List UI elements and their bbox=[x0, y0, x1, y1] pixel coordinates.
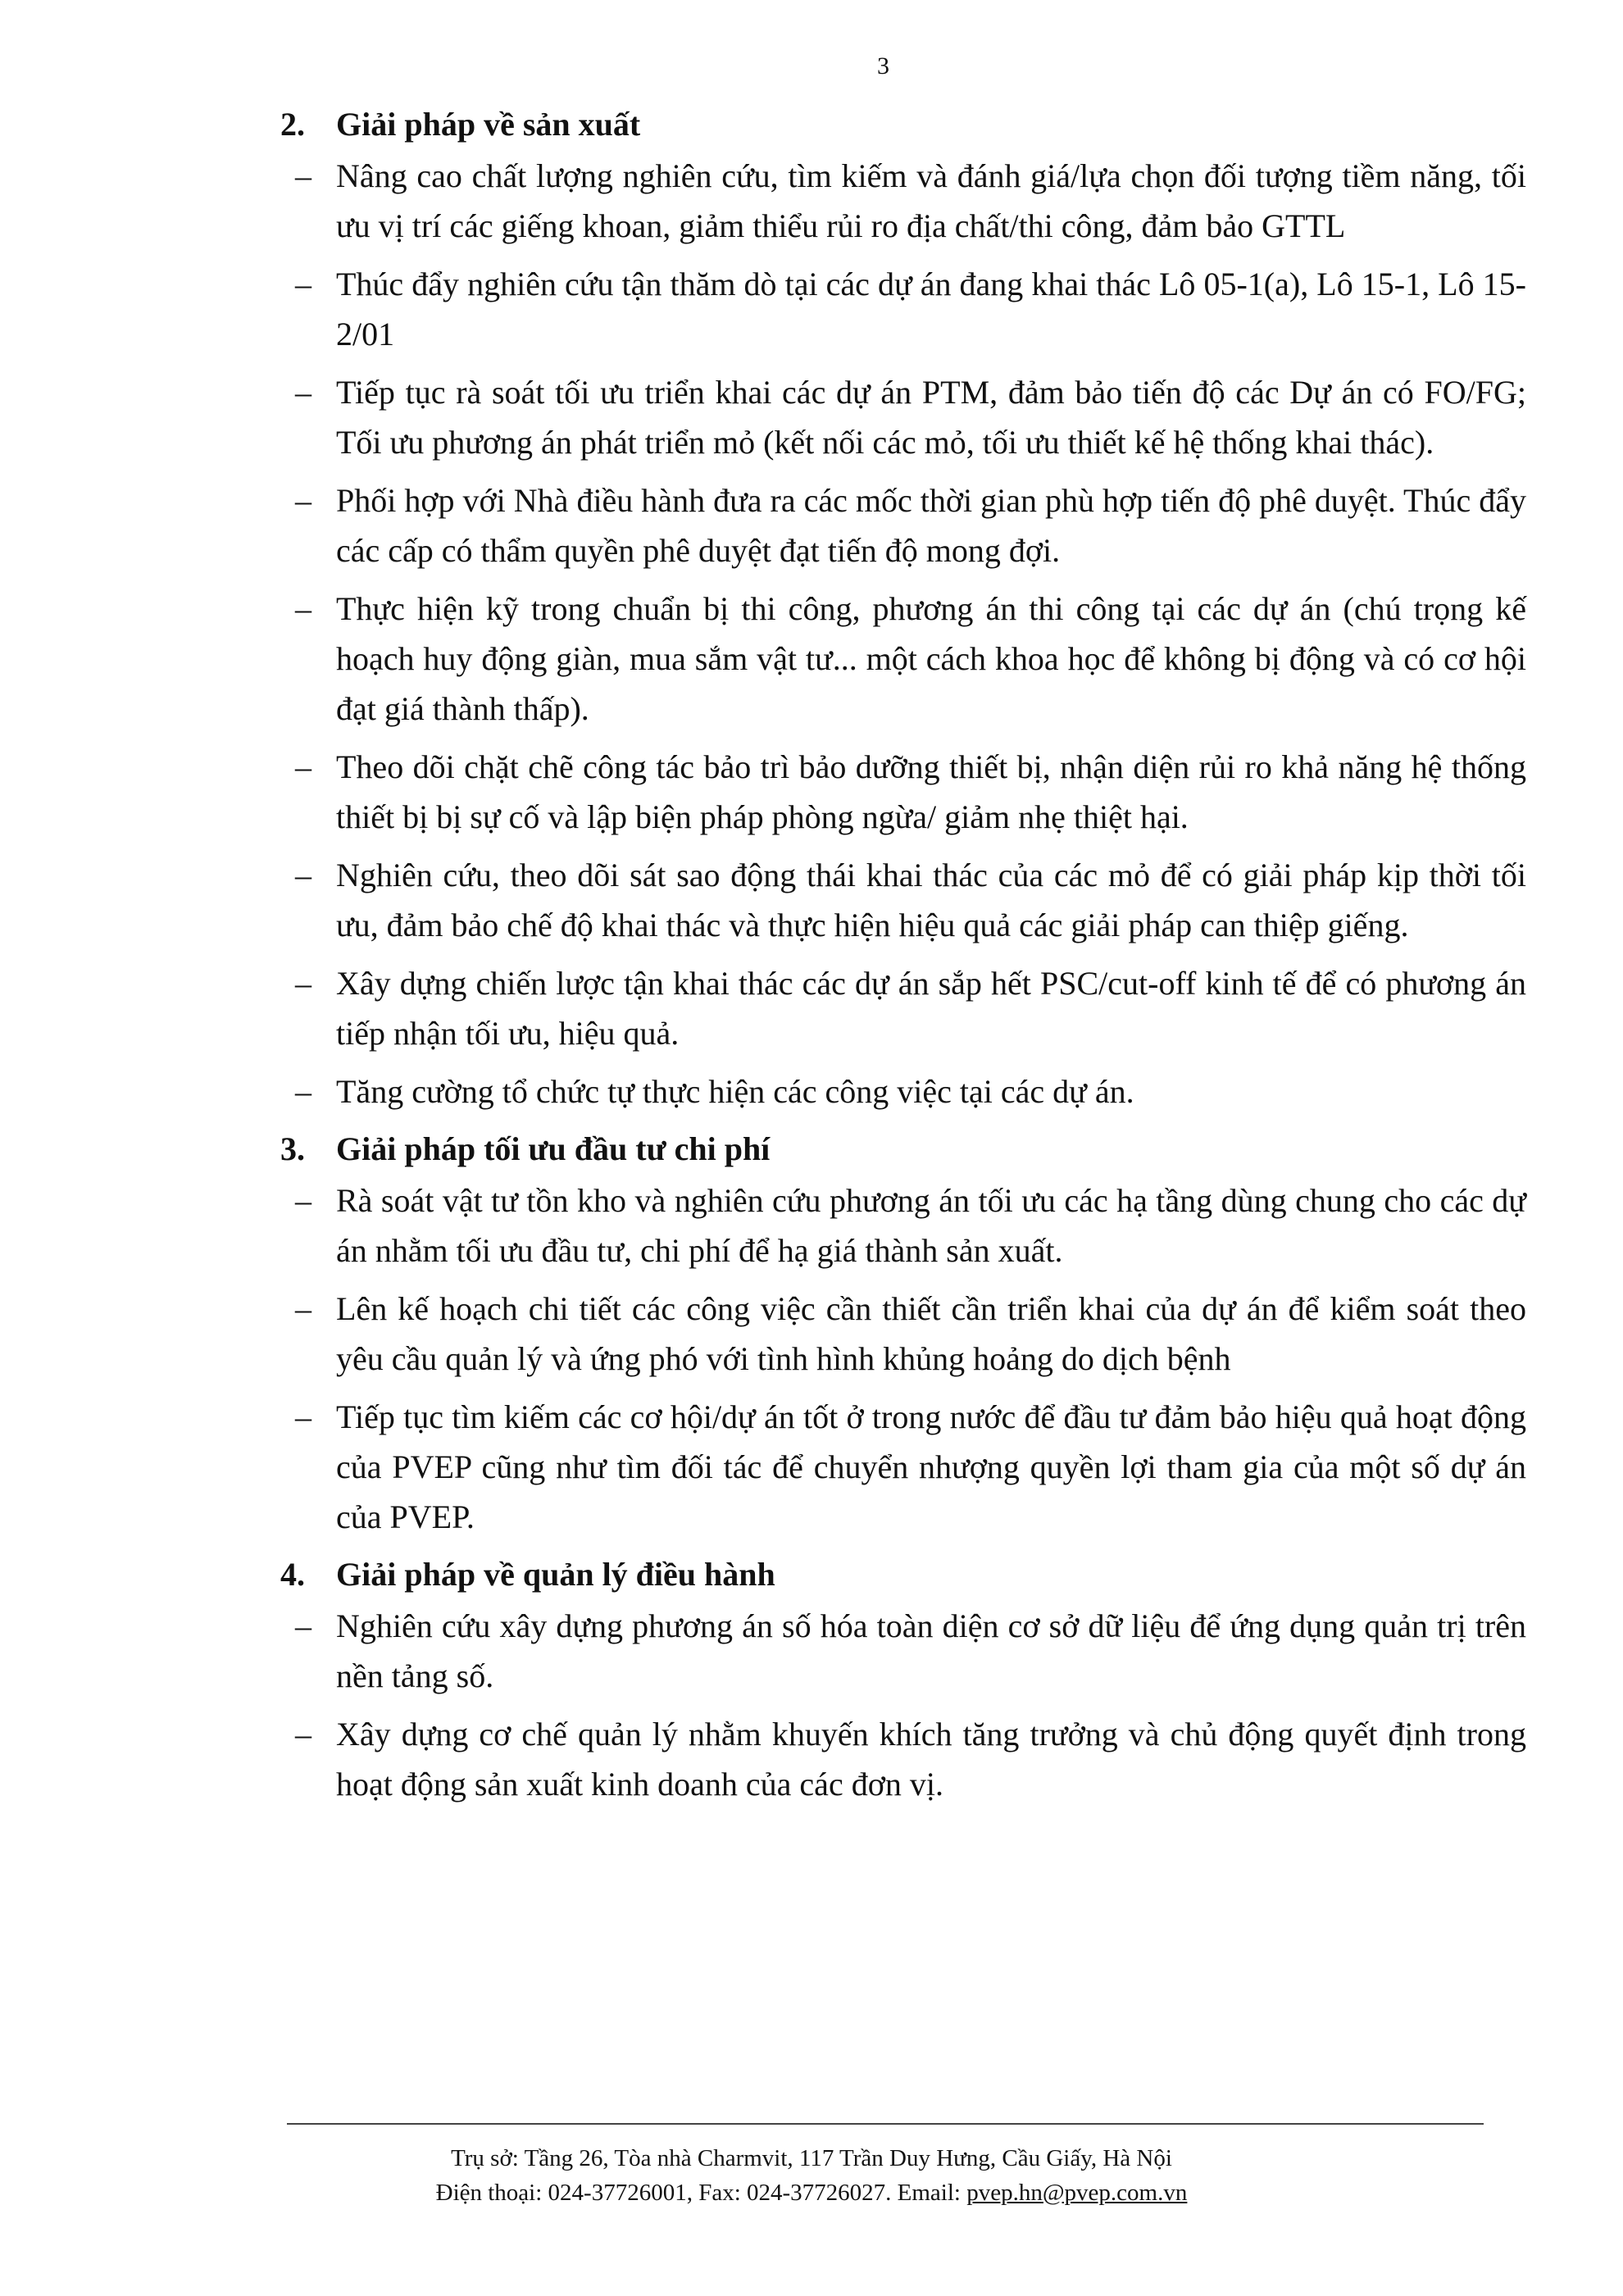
dash-bullet-icon: – bbox=[295, 1182, 311, 1219]
list-item-text: Xây dựng chiến lược tận khai thác các dự án sắp hết PSC/cut-off kinh tế để có phương án tiếp nhận tối ưu, hiệu quả. bbox=[336, 965, 1526, 1052]
dash-bullet-icon: – bbox=[295, 266, 311, 302]
list-item bbox=[280, 1066, 1526, 1116]
list-item-text: Xây dựng cơ chế quản lý nhằm khuyến khích tăng trưởng và chủ động quyết định trong hoạt động sản xuất kinh doanh của các đơn vị. bbox=[336, 1716, 1526, 1803]
list-item-text: Phối hợp với Nhà điều hành đưa ra các mốc thời gian phù hợp tiến độ phê duyệt. Thúc đẩy các cấp có thẩm quyền phê duyệt đạt tiến độ mong đợi. bbox=[336, 482, 1526, 569]
dash-bullet-icon: – bbox=[295, 1398, 311, 1435]
section-title: Giải pháp về sản xuất bbox=[336, 106, 641, 143]
footer-contact-text: Điện thoại: 024-37726001, Fax: 024-37726027. Email: bbox=[435, 2180, 967, 2206]
list-item-text: Nâng cao chất lượng nghiên cứu, tìm kiếm và đánh giá/lựa chọn đối tượng tiềm năng, tối ưu vị trí các giếng khoan, giảm thiểu rủi ro địa chất/thi công, đảm bảo GTTL bbox=[336, 157, 1526, 244]
footer-email-link[interactable]: pvep.hn@pvep.com.vn bbox=[966, 2180, 1188, 2206]
footer-address: Trụ sở: Tầng 26, Tòa nhà Charmvit, 117 Trần Duy Hưng, Cầu Giấy, Hà Nội bbox=[451, 2145, 1172, 2171]
list-item bbox=[280, 151, 1526, 251]
section-number: 2. bbox=[280, 106, 305, 143]
dash-bullet-icon: – bbox=[295, 748, 311, 785]
section-number: 3. bbox=[280, 1130, 305, 1167]
list-item-text: Nghiên cứu xây dựng phương án số hóa toàn diện cơ sở dữ liệu để ứng dụng quản trị trên nền tảng số. bbox=[336, 1607, 1526, 1694]
list-item-text: Rà soát vật tư tồn kho và nghiên cứu phương án tối ưu các hạ tầng dùng chung cho các dự án nhằm tối ưu đầu tư, chi phí để hạ giá thành sản xuất. bbox=[336, 1182, 1526, 1269]
list-item-text: Thực hiện kỹ trong chuẩn bị thi công, phương án thi công tại các dự án (chú trọng kế hoạch huy động giàn, mua sắm vật tư... một cách khoa học để không bị động và có cơ hội đạt giá thành thấp). bbox=[336, 590, 1526, 727]
dash-bullet-icon: – bbox=[295, 1290, 311, 1327]
footer bbox=[0, 2141, 1623, 2210]
section bbox=[280, 100, 1526, 1116]
list-item bbox=[280, 1709, 1526, 1809]
list-item bbox=[280, 850, 1526, 950]
list-item bbox=[280, 259, 1526, 359]
section-heading bbox=[280, 1550, 1526, 1599]
list-item-text: Lên kế hoạch chi tiết các công việc cần thiết cần triển khai của dự án để kiểm soát theo yêu cầu quản lý và ứng phó với tình hình khủng hoảng do dịch bệnh bbox=[336, 1290, 1526, 1377]
dash-bullet-icon: – bbox=[295, 374, 311, 411]
dash-bullet-icon: – bbox=[295, 482, 311, 519]
list-item bbox=[280, 367, 1526, 467]
list-item bbox=[280, 1601, 1526, 1701]
list-item-text: Tăng cường tổ chức tự thực hiện các công việc tại các dự án. bbox=[336, 1073, 1134, 1110]
section-title: Giải pháp về quản lý điều hành bbox=[336, 1556, 775, 1593]
dash-bullet-icon: – bbox=[295, 157, 311, 194]
dash-bullet-icon: – bbox=[295, 965, 311, 1002]
dash-bullet-icon: – bbox=[295, 1607, 311, 1644]
dash-bullet-icon: – bbox=[295, 857, 311, 893]
list-item bbox=[280, 584, 1526, 734]
list-item bbox=[280, 1175, 1526, 1275]
list-item bbox=[280, 958, 1526, 1058]
dash-bullet-icon: – bbox=[295, 1073, 311, 1110]
footer-contact bbox=[0, 2176, 1623, 2210]
list-item-text: Thúc đẩy nghiên cứu tận thăm dò tại các dự án đang khai thác Lô 05-1(a), Lô 15-1, Lô 15-2/01 bbox=[336, 266, 1526, 352]
list-item bbox=[280, 1284, 1526, 1384]
list-item-text: Tiếp tục tìm kiếm các cơ hội/dự án tốt ở trong nước để đầu tư đảm bảo hiệu quả hoạt động của PVEP cũng như tìm đối tác để chuyển nhượng quyền lợi tham gia của một số dự án của PVEP. bbox=[336, 1398, 1526, 1535]
list-item-text: Tiếp tục rà soát tối ưu triển khai các dự án PTM, đảm bảo tiến độ các Dự án có FO/FG; Tối ưu phương án phát triển mỏ (kết nối các mỏ, tối ưu thiết kế hệ thống khai thác). bbox=[336, 374, 1526, 461]
list-item bbox=[280, 475, 1526, 575]
page-number: 3 bbox=[877, 52, 889, 80]
section bbox=[280, 1550, 1526, 1809]
list-item bbox=[280, 1392, 1526, 1542]
list-item-text: Theo dõi chặt chẽ công tác bảo trì bảo dưỡng thiết bị, nhận diện rủi ro khả năng hệ thống thiết bị bị sự cố và lập biện pháp phòng ngừa/ giảm nhẹ thiệt hại. bbox=[336, 748, 1526, 835]
document-body bbox=[280, 97, 1526, 1817]
footer-divider bbox=[287, 2123, 1484, 2125]
dash-bullet-icon: – bbox=[295, 1716, 311, 1753]
section-heading bbox=[280, 100, 1526, 149]
section-title: Giải pháp tối ưu đầu tư chi phí bbox=[336, 1130, 771, 1167]
list-item bbox=[280, 742, 1526, 842]
list-item-text: Nghiên cứu, theo dõi sát sao động thái khai thác của các mỏ để có giải pháp kịp thời tối ưu, đảm bảo chế độ khai thác và thực hiện hiệu quả các giải pháp can thiệp giếng. bbox=[336, 857, 1526, 943]
section bbox=[280, 1125, 1526, 1542]
dash-bullet-icon: – bbox=[295, 590, 311, 627]
section-number: 4. bbox=[280, 1556, 305, 1593]
section-heading bbox=[280, 1125, 1526, 1174]
